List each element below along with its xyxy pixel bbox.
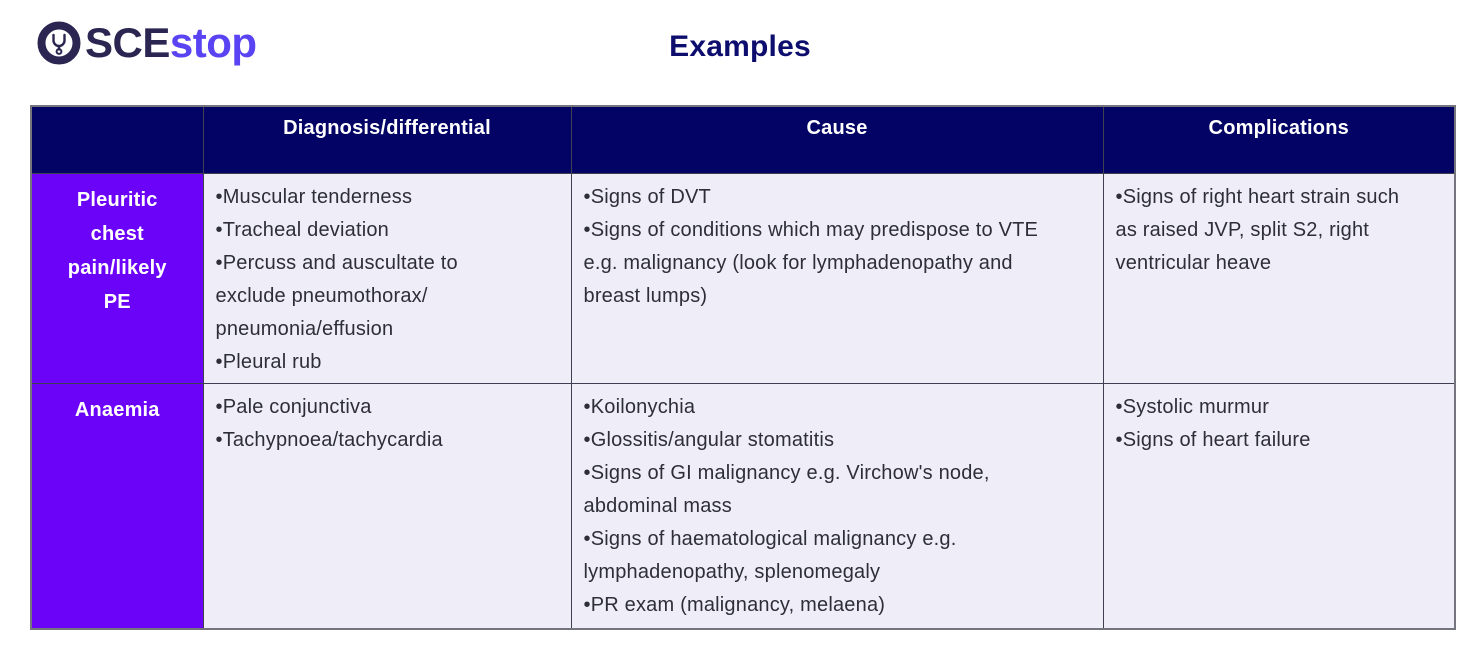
table-row-anaemia (31, 383, 1455, 629)
bullet-item: •Pleural rub (215, 350, 322, 373)
bullet-item: •Percuss and auscultate to exclude pneumothorax/ pneumonia/effusion (215, 251, 458, 340)
bullet-item: •Signs of GI malignancy e.g. Virchow's node, abdominal mass (583, 461, 990, 517)
examples-table (30, 105, 1456, 630)
row-label-pleuritic-pe: Pleuritic chest pain/likely PE (31, 173, 203, 383)
brand-text-accent: stop (169, 19, 257, 66)
bullet-item: •Glossitis/angular stomatitis (583, 428, 835, 451)
bullet-item: •Signs of DVT (583, 185, 711, 208)
brand-text-dark: SCE (85, 19, 170, 66)
table-row-pleuritic-pe (31, 173, 1455, 383)
header-corner-cell (31, 106, 203, 173)
header-diagnosis-differential: Diagnosis/differential (203, 106, 571, 173)
cell-anaemia-cause (571, 383, 1103, 629)
bullet-item: •Signs of conditions which may predispose to VTE e.g. malignancy (look for lymphadenopathy and breast lumps) (583, 218, 1039, 307)
bullet-item: •Signs of right heart strain such as raised JVP, split S2, right ventricular heave (1115, 185, 1400, 274)
bullet-item: •Pale conjunctiva (215, 395, 372, 418)
cell-pleuritic-diagnosis (203, 173, 571, 383)
bullet-item: •Systolic murmur (1115, 395, 1270, 418)
cell-pleuritic-complications (1103, 173, 1455, 383)
bullet-item: •Signs of haematological malignancy e.g. lymphadenopathy, splenomegaly (583, 527, 957, 583)
table-header-row (31, 106, 1455, 173)
header-cause: Cause (571, 106, 1103, 173)
cell-anaemia-complications (1103, 383, 1455, 629)
bullet-item: •Muscular tenderness (215, 185, 413, 208)
cell-pleuritic-cause (571, 173, 1103, 383)
cell-anaemia-diagnosis (203, 383, 571, 629)
bullet-item: •Koilonychia (583, 395, 696, 418)
bullet-item: •PR exam (malignancy, melaena) (583, 593, 886, 616)
header-complications: Complications (1103, 106, 1455, 173)
page-title: Examples (669, 30, 811, 63)
bullet-item: •Tachypnoea/tachycardia (215, 428, 443, 451)
bullet-item: •Tracheal deviation (215, 218, 389, 241)
bullet-item: •Signs of heart failure (1115, 428, 1311, 451)
row-label-anaemia: Anaemia (31, 383, 203, 629)
